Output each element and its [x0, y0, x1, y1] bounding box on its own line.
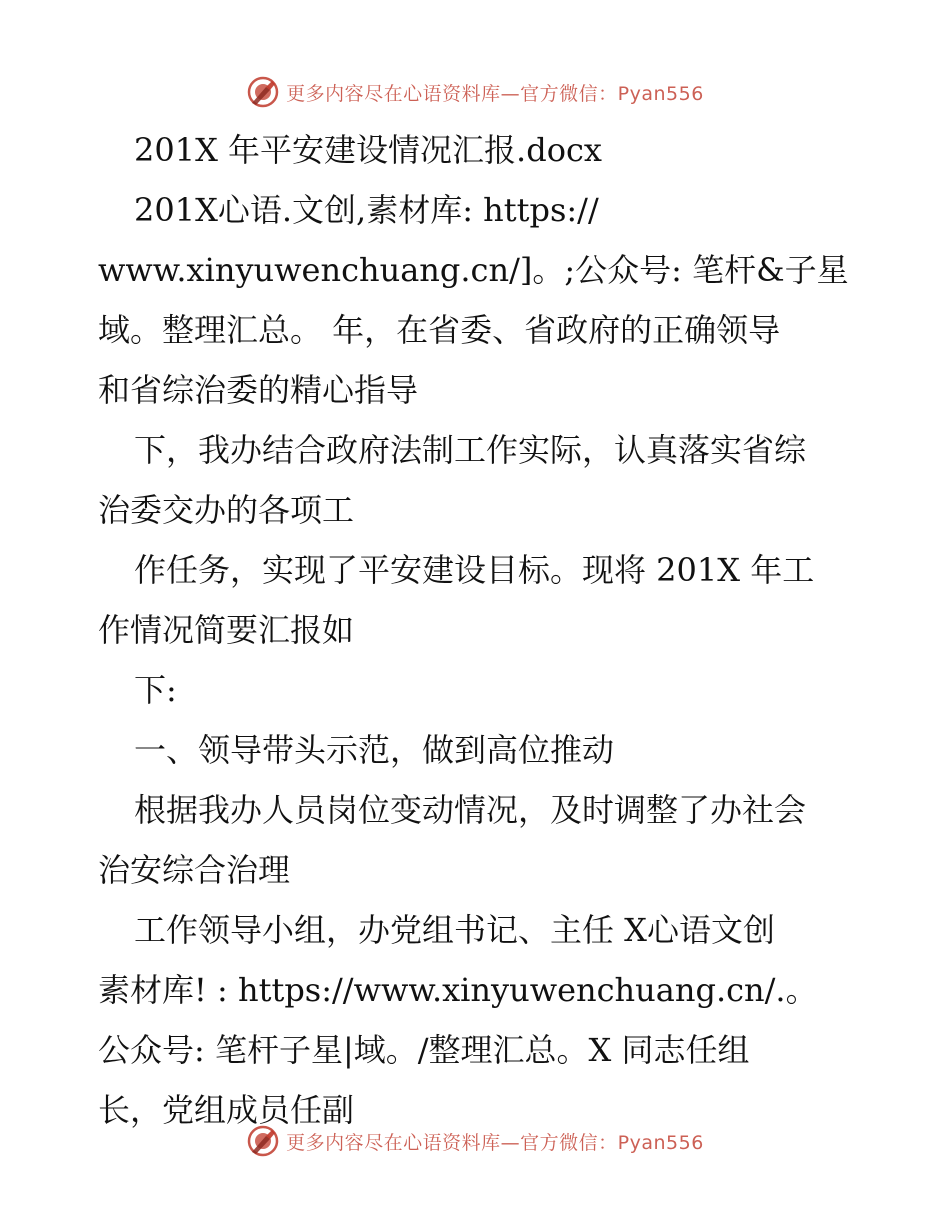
watermark-text: 更多内容尽在心语资料库—官方微信：Pyan556 [286, 1131, 704, 1154]
text-line: 一、领导带头示范，做到高位推动 [134, 731, 615, 769]
text-line: 下: [134, 671, 177, 709]
text-line: 作任务，实现了平安建设目标。现将 201X 年工 [134, 551, 815, 589]
text-line: 治安综合治理 [98, 851, 291, 889]
text-line: 根据我办人员岗位变动情况，及时调整了办社会 [134, 791, 807, 829]
text-line: 治委交办的各项工 [98, 491, 355, 529]
text-line: 201X心语.文创,素材库: https:// [134, 191, 599, 229]
text-line: 工作领导小组，办党组书记、主任 X心语文创 [134, 911, 775, 949]
text-line: 下，我办结合政府法制工作实际，认真落实省综 [134, 431, 807, 469]
text-line: 素材库! : https://www.xinyuwenchuang.cn/.。 [98, 971, 818, 1009]
document-body [98, 120, 858, 1140]
watermark-banner-top [0, 72, 950, 112]
text-line: 域。整理汇总。 年，在省委、省政府的正确领导 [98, 311, 781, 349]
text-line: www.xinyuwenchuang.cn/]。;公众号: 笔杆&子星 [98, 251, 849, 289]
text-line: 公众号: 笔杆子星|域。/整理汇总。X 同志任组 [98, 1031, 750, 1069]
watermark-text: 更多内容尽在心语资料库—官方微信：Pyan556 [286, 82, 704, 105]
watermark-banner-bottom [0, 1121, 950, 1161]
text-line: 长，党组成员任副 [98, 1091, 355, 1129]
text-line: 和省综治委的精心指导 [98, 371, 419, 409]
pen-logo-icon [246, 1124, 280, 1158]
pen-logo-icon [246, 75, 280, 109]
text-line: 201X 年平安建设情况汇报.docx [134, 131, 602, 169]
text-line: 作情况简要汇报如 [98, 611, 355, 649]
